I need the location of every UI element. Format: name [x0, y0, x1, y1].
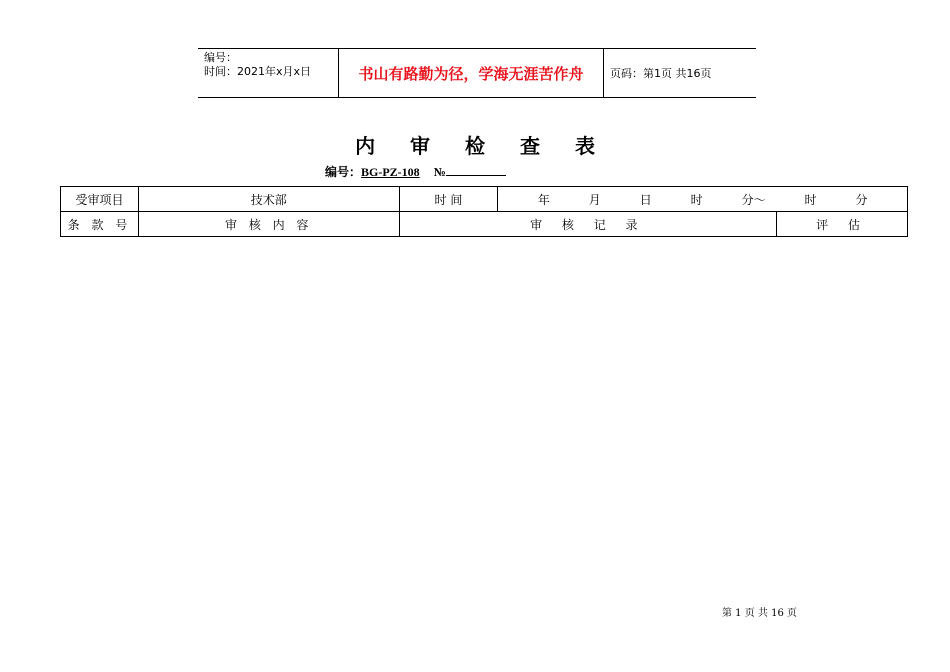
table-row: [61, 212, 908, 237]
page-footer: 第 1 页 共 16 页: [722, 608, 797, 619]
audit-table: [60, 186, 908, 237]
document-title: [0, 130, 950, 159]
title-char: 检: [465, 134, 485, 158]
title-char: 表: [574, 134, 595, 158]
page-header: [198, 48, 756, 98]
title-char: 内: [355, 134, 376, 158]
doc-no-blank: [446, 164, 506, 176]
evaluation-label: 评 估: [777, 212, 908, 237]
audited-item-value: 技术部: [138, 187, 399, 212]
time-label: 时 间: [399, 187, 498, 212]
audited-item-label: 受审项目: [61, 187, 139, 212]
time-unit: 时: [690, 192, 703, 207]
time-value-cell: [498, 187, 908, 212]
table-row: [61, 187, 908, 212]
header-motto: 书山有路勤为径，学海无涯苦作舟: [339, 49, 604, 97]
header-page-info: 页码：第1页 共16页: [610, 67, 712, 80]
doc-no-symbol: №: [433, 165, 446, 179]
header-time-label: 时间：2021年x月x日: [204, 65, 312, 78]
time-unit: 时: [804, 192, 817, 207]
header-left-cell: [198, 49, 339, 97]
header-number-label: 编号：: [204, 51, 237, 64]
time-unit: 日: [639, 192, 652, 207]
doc-number-code: BG-PZ-108: [361, 165, 420, 179]
time-unit: 分: [855, 192, 868, 207]
audit-record-label: 审 核 记 录: [399, 212, 777, 237]
document-number: [325, 163, 506, 180]
time-unit: 年: [537, 192, 550, 207]
time-unit: 分～: [741, 192, 766, 207]
title-char: 查: [519, 134, 540, 158]
doc-number-label: 编号：: [325, 165, 362, 179]
clause-number-label: 条 款 号: [61, 212, 139, 237]
audit-content-label: 审 核 内 容: [138, 212, 399, 237]
time-unit: 月: [588, 192, 601, 207]
title-char: 审: [410, 134, 431, 158]
